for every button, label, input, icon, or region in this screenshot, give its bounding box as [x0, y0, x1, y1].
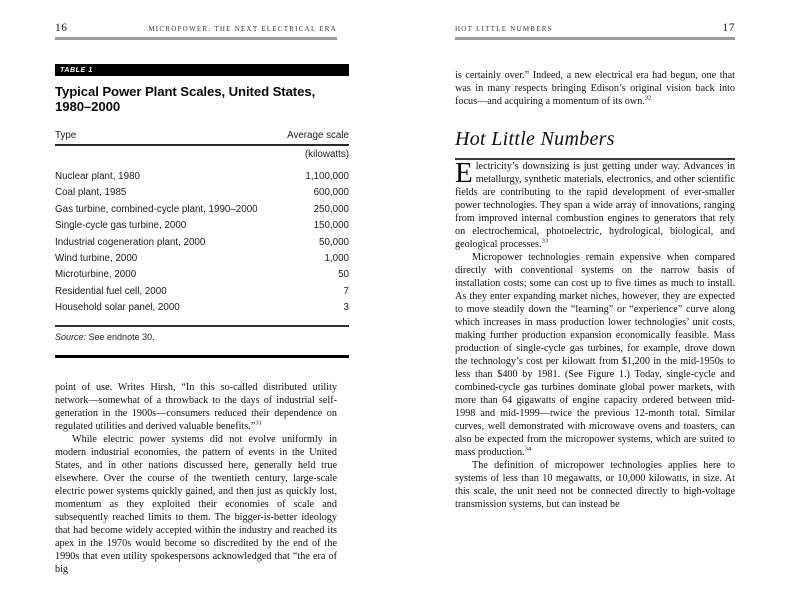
table-row — [55, 267, 349, 283]
column-header-average-scale: Average scale — [287, 130, 349, 141]
table-bottom-rule — [55, 355, 349, 358]
page-header-right — [455, 22, 735, 40]
source-label: Source: — [55, 331, 87, 342]
table-row — [55, 169, 349, 185]
page-number-right: 17 — [722, 22, 735, 34]
page-left — [55, 22, 349, 576]
intro-paragraph — [455, 69, 735, 108]
running-head-right: HOT LITTLE NUMBERS — [455, 25, 553, 33]
table-row — [55, 251, 349, 267]
running-head-left: MICROPOWER: THE NEXT ELECTRICAL ERA — [148, 25, 337, 33]
page-right — [455, 22, 735, 511]
table-label: TABLE 1 — [55, 64, 349, 76]
row-type: Single-cycle gas turbine, 2000 — [55, 220, 187, 232]
table-row — [55, 218, 349, 234]
paragraph: While electric power systems did not evolve uniformly in modern industrial economies, the pattern of events in the United States, and in other nations discussed here, generally held true elsewhere. Over the course of the twentieth century, large-scale electric power systems quickly gained, and then just as quickly lost, momentum as they exploited their economies of scale and subsequently reached limits to them. The bigger-is-better ideology that had become widely accepted within the industry and reached its apex in the 1970s would become so discredited by the end of the 1990s that even utility spokespersons acknowledged that “the era of big — [55, 433, 337, 575]
table-source-note — [55, 325, 349, 342]
right-body-text — [455, 157, 735, 511]
row-type: Wind turbine, 2000 — [55, 253, 138, 265]
drop-cap: E — [455, 157, 473, 189]
row-value: 1,100,000 — [305, 171, 349, 182]
paragraph: The definition of micropower technologies applies here to systems of less than 10 megawatts, or 10,000 kilowatts, in size. At this scale, the unit need not be connected directly to high-voltage transmission systems, but can instead be — [455, 460, 735, 510]
row-type: Industrial cogeneration plant, 2000 — [55, 236, 206, 248]
row-type: Coal plant, 1985 — [55, 187, 127, 199]
row-value: 150,000 — [313, 220, 349, 232]
footnote-marker: 32 — [644, 94, 652, 102]
table-rows — [55, 169, 349, 317]
dropcap-paragraph: Electricity’s downsizing is just getting under way. Advances in metallurgy, synthetic materials, electronics, and other scientific fields are contributing to the rapid development of ever-smaller power technologies. They span a wide array of innovations, ranging from improved internal combustion engines to generators that rely on electrochemical, photoelectric, hydrological, biological, and geological processes.$^{33}$ — [455, 157, 735, 250]
row-type: Microturbine, 2000 — [55, 269, 137, 281]
footnote-marker: 31 — [255, 419, 262, 427]
row-value: 250,000 — [313, 203, 349, 215]
paragraph: point of use. Writes Hirsh, “In this so-called distributed utility network—somewhat of a throwback to the days of industrial self-generation in the 1900s—consumers reduced their dependence on regulated utilities and derived valuable benefits.”$^{31}$ — [55, 381, 337, 432]
row-value: 1,000 — [324, 253, 349, 265]
table-row — [55, 300, 349, 316]
page-number-left: 16 — [55, 22, 68, 34]
row-type: Household solar panel, 2000 — [55, 302, 180, 314]
table-row — [55, 185, 349, 201]
section-heading: Hot Little Numbers — [455, 128, 735, 160]
row-type: Residential fuel cell, 2000 — [55, 285, 167, 297]
paragraph: Micropower technologies remain expensive when compared directly with conventional systems on the narrow basis of installation costs; some can cost up to five times as much to install. As they enter expanding market niches, however, they are expected to move steadily down the “learning” or “experience” curve along which increases in mass production lower technologies’ unit costs, making further production expansion economically feasible. Mass production of single-cycle gas turbines, for example, drove down the technology’s cost per kilowatt from $1,200 in the mid-1950s to less than $400 by 1981. (See Figure 1.) Today, single-cycle and combined-cycle gas turbines dominate global power markets, with more than 64 gigawatts of engine capacity ordered between mid-1998 and mid-1999—twice the previous 12-month total. Similar curves, well demonstrated with microwave ovens and toasters, can also be expected from the micropower systems, which are suited to mass production.$^{34}$ — [455, 252, 735, 458]
row-value: 600,000 — [313, 187, 349, 199]
page-header-left — [55, 22, 337, 40]
column-unit-kilowatts: (kilowatts) — [304, 149, 349, 160]
source-text: See endnote 30. — [86, 331, 155, 342]
table-column-headers — [55, 130, 349, 146]
footnote-marker: 34 — [524, 445, 532, 453]
row-type: Gas turbine, combined-cycle plant, 1990–2000 — [55, 203, 258, 215]
row-value: 50,000 — [319, 236, 349, 248]
row-type: Nuclear plant, 1980 — [55, 171, 140, 182]
table-title: Typical Power Plant Scales, United States, 1980–2000 — [55, 84, 316, 114]
table-row — [55, 284, 349, 300]
paragraph: is certainly over.” Indeed, a new electrical era had begun, one that was in many respects bringing Edison’s original vision back into focus—and acquiring a momentum of its own.$^{32}$ — [455, 70, 735, 107]
row-value: 3 — [343, 302, 349, 314]
left-body-text — [55, 381, 337, 576]
footnote-marker: 33 — [541, 237, 549, 245]
column-header-type: Type — [55, 130, 77, 141]
table-row — [55, 202, 349, 218]
row-value: 50 — [338, 269, 349, 281]
table-row — [55, 235, 349, 251]
row-value: 7 — [343, 285, 349, 297]
table-1 — [55, 64, 349, 358]
